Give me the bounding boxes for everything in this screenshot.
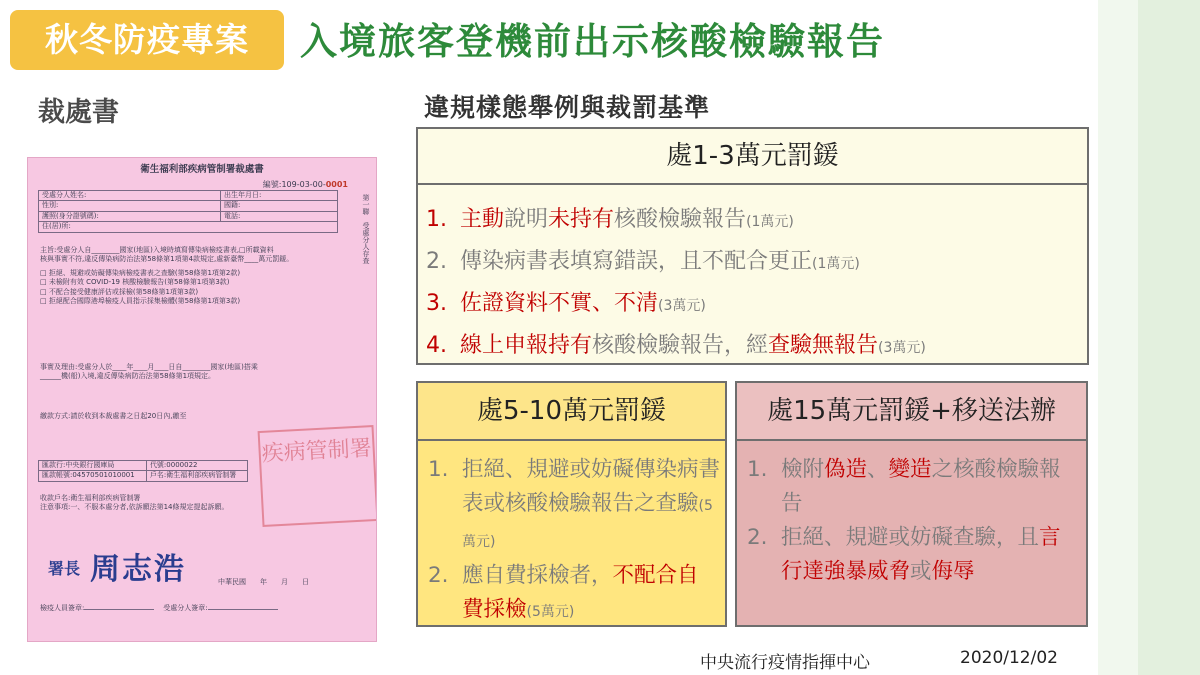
item-text: 檢附: [781, 457, 825, 482]
document-title: 衛生福利部疾病管制署裁處書: [140, 164, 264, 175]
item-number: 2.: [747, 525, 768, 550]
violation-item: [747, 453, 1081, 521]
violation-item: [428, 453, 720, 559]
item-text: 不配合自費採檢: [462, 563, 699, 622]
penalty-panel-1-3: [416, 127, 1089, 365]
item-text: 佐證資料不實、不清: [460, 291, 659, 316]
document-notes: 收款戶名:衛生福利部疾病管制署 注意事項:一、不服本處分者,依訴願法第14條規定提起訴願。: [40, 494, 229, 512]
item-text: 、: [867, 457, 889, 482]
document-bank-table: 匯款行:中央銀行國庫局 代號:0000022 匯款帳號:04570501010001 戶名:衛生福利部疾病管制署: [38, 460, 248, 482]
item-text: 說明: [504, 207, 549, 232]
violation-item: [426, 325, 1076, 367]
item-number: 2.: [428, 563, 449, 588]
document-side-note: 第一聯 受處分人存查: [362, 194, 370, 264]
footer-date: 2020/12/02: [960, 648, 1058, 668]
fine-amount-note: (3萬元): [658, 298, 706, 314]
item-text: 查驗無報告: [768, 333, 879, 358]
document-body: 主旨:受處分人自________國家(地區)入境時填寫傳染病檢疫書表,□所載資料 核與事實不符,違反傳染病防治法第58條第1項第4款規定,處新臺幣____萬元罰鍰。 □ 拒絕、規避或妨礙傳染病檢疫書表之查驗(第58條第1項第2款) □ 未檢附有效 COVID-19 核酸檢驗報告(第58條第1項第3款) □ 不配合接受健康評估或採檢(第58條第1項第3款) □ 拒絕配合國際港埠檢疫人員指示採集檢體(第58條第1項第3款) 事實及理由:受處分人於____年____月____日自________國家(地區)搭乘 ______機(船)入境,違反傳染病防治法第58條第1項規定。 繳款方式:請於收到本裁處書之日起20日內,繳至: [40, 246, 294, 420]
penalty-panel-5-10: [416, 381, 727, 627]
document-fields-table: 受處分人姓名: 出生年月日: 性別: 國籍: 護照(身分證號碼): 電話: 住(居)所:: [38, 190, 338, 233]
item-number: 1.: [428, 457, 449, 482]
section-title: 違規樣態舉例與裁罰基準: [424, 93, 711, 122]
violation-item: [426, 241, 1076, 283]
item-text: 言行達強暴威脅: [781, 525, 1061, 584]
signature-name: 周志浩: [90, 552, 186, 587]
decorative-stripe: [1138, 0, 1200, 675]
item-text: 核酸檢驗報告: [614, 207, 747, 232]
panel-heading: 處5-10萬元罰鍰: [418, 383, 725, 441]
violation-item: [428, 559, 720, 629]
item-text: 拒絕、規避或妨礙傳染病書表或核酸檢驗報告之查驗: [462, 457, 721, 516]
fine-amount-note: (5萬元): [526, 604, 575, 620]
decorative-stripe: [1098, 0, 1138, 675]
fine-amount-note: (5萬元): [462, 498, 713, 550]
item-text: 侮辱: [931, 559, 975, 584]
campaign-tag: 秋冬防疫專案: [10, 10, 284, 70]
item-number: 3.: [426, 291, 447, 316]
item-text: 線上申報持有: [460, 333, 593, 358]
document-label: 裁處書: [38, 97, 119, 128]
document-serial: 編號:109-03-00-0001: [262, 180, 348, 189]
violation-list: [747, 453, 1081, 589]
item-number: 1.: [426, 207, 447, 232]
violation-item: [426, 283, 1076, 325]
page-title: 入境旅客登機前出示核酸檢驗報告: [300, 20, 885, 63]
fine-amount-note: (1萬元): [746, 214, 794, 230]
official-seal: 疾病管制署: [258, 425, 377, 527]
item-text: 拒絕、規避或妨礙查驗，且: [781, 525, 1040, 550]
item-number: 4.: [426, 333, 447, 358]
violation-item: [747, 521, 1081, 589]
item-text: 傳染病書表填寫錯誤，且不配合更正: [460, 249, 813, 274]
item-text: 未持有: [548, 207, 615, 232]
item-text: 變造: [888, 457, 932, 482]
item-text: 之核酸檢驗報告: [781, 457, 1061, 516]
fine-amount-note: (3萬元): [878, 340, 926, 356]
item-text: 應自費採檢者，: [462, 563, 613, 588]
violation-list: [426, 199, 1076, 367]
footer-organization: 中央流行疫情指揮中心: [700, 653, 870, 673]
penalty-panel-15-prosecution: [735, 381, 1088, 627]
item-number: 1.: [747, 457, 768, 482]
item-number: 2.: [426, 249, 447, 274]
panel-heading: 處15萬元罰鍰+移送法辦: [737, 383, 1086, 441]
signature-title: 署長: [48, 559, 81, 578]
fine-amount-note: (1萬元): [812, 256, 860, 272]
violation-item: [426, 199, 1076, 241]
item-text: 主動: [460, 207, 505, 232]
document-date: 中華民國 年 月 日: [218, 578, 309, 586]
item-text: 或: [910, 559, 932, 584]
violation-list: [428, 453, 720, 629]
panel-heading: 處1-3萬元罰鍰: [418, 129, 1087, 185]
document-signatures: 檢疫人員簽章: 受處分人簽章:: [40, 604, 340, 613]
item-text: 核酸檢驗報告，經: [592, 333, 769, 358]
penalty-document-image: [27, 157, 377, 642]
item-text: 偽造: [824, 457, 868, 482]
